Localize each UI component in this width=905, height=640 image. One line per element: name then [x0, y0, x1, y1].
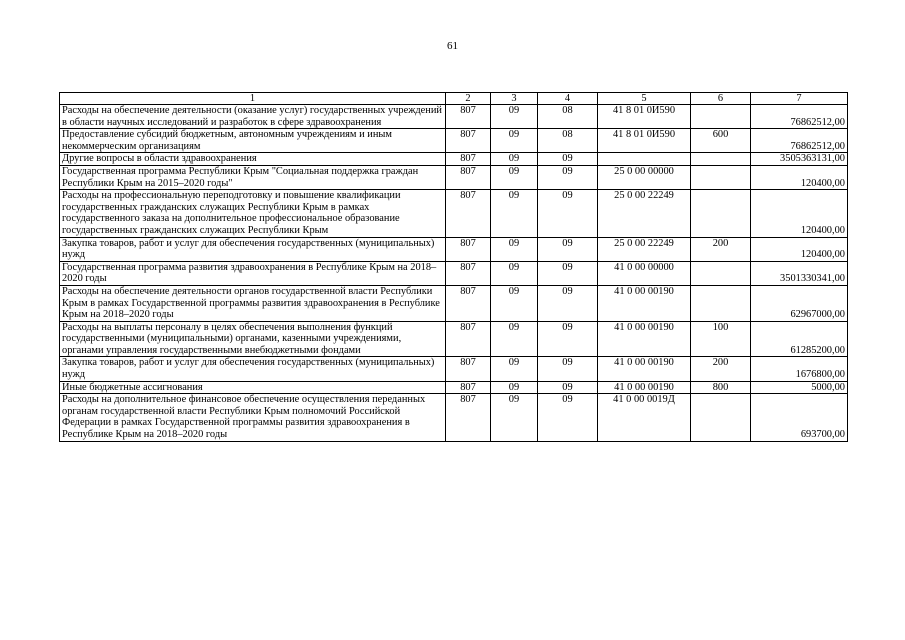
table-row [60, 129, 848, 153]
table-header-row [60, 93, 848, 105]
target-article-code: 41 8 01 0И590 [598, 105, 691, 129]
row-name: Расходы на дополнительное финансовое обеспечение осуществления переданных органам государственной власти Республики Крым полномочий Российской Федерации в рамках Государственной программы развития здравоохранения в Республике Крым на 2018–2020 годы [60, 394, 446, 441]
section-code: 09 [491, 394, 538, 441]
expense-type-code [691, 105, 751, 129]
table-row [60, 357, 848, 381]
amount: 3505363131,00 [751, 153, 848, 166]
ministry-code: 807 [446, 153, 491, 166]
target-article-code: 41 0 00 0019Д [598, 394, 691, 441]
row-name: Расходы на выплаты персоналу в целях обеспечения выполнения функций государственными (муниципальными) органами, казенными учреждениями, органами управления государственными внебюджетными фондами [60, 321, 446, 357]
target-article-code: 25 0 00 22249 [598, 237, 691, 261]
target-article-code [598, 153, 691, 166]
row-name: Иные бюджетные ассигнования [60, 381, 446, 394]
table-row [60, 261, 848, 285]
target-article-code: 41 8 01 0И590 [598, 129, 691, 153]
row-name: Другие вопросы в области здравоохранения [60, 153, 446, 166]
amount: 62967000,00 [751, 285, 848, 321]
subsection-code: 09 [538, 394, 598, 441]
expense-type-code [691, 285, 751, 321]
row-name: Закупка товаров, работ и услуг для обеспечения государственных (муниципальных) нужд [60, 357, 446, 381]
expense-type-code [691, 165, 751, 189]
expense-type-code: 200 [691, 357, 751, 381]
expense-type-code: 100 [691, 321, 751, 357]
section-code: 09 [491, 237, 538, 261]
expense-type-code [691, 190, 751, 237]
target-article-code: 41 0 00 00190 [598, 285, 691, 321]
target-article-code: 41 0 00 00190 [598, 321, 691, 357]
column-header: 1 [60, 93, 446, 105]
table-row [60, 237, 848, 261]
subsection-code: 09 [538, 285, 598, 321]
subsection-code: 09 [538, 165, 598, 189]
row-name: Расходы на обеспечение деятельности (оказание услуг) государственных учреждений в области научных исследований и разработок в сфере здравоохранения [60, 105, 446, 129]
table-row [60, 394, 848, 441]
table-row [60, 105, 848, 129]
expense-type-code [691, 153, 751, 166]
expense-type-code: 800 [691, 381, 751, 394]
amount: 5000,00 [751, 381, 848, 394]
expense-type-code: 600 [691, 129, 751, 153]
column-header: 2 [446, 93, 491, 105]
ministry-code: 807 [446, 105, 491, 129]
section-code: 09 [491, 190, 538, 237]
table-row [60, 153, 848, 166]
column-header: 5 [598, 93, 691, 105]
target-article-code: 41 0 00 00000 [598, 261, 691, 285]
ministry-code: 807 [446, 285, 491, 321]
amount: 120400,00 [751, 237, 848, 261]
amount: 1676800,00 [751, 357, 848, 381]
section-code: 09 [491, 261, 538, 285]
target-article-code: 41 0 00 00190 [598, 357, 691, 381]
subsection-code: 08 [538, 105, 598, 129]
subsection-code: 08 [538, 129, 598, 153]
ministry-code: 807 [446, 381, 491, 394]
column-header: 3 [491, 93, 538, 105]
amount: 76862512,00 [751, 105, 848, 129]
column-header: 4 [538, 93, 598, 105]
row-name: Государственная программа развития здравоохранения в Республике Крым на 2018–2020 годы [60, 261, 446, 285]
subsection-code: 09 [538, 357, 598, 381]
column-header: 6 [691, 93, 751, 105]
section-code: 09 [491, 153, 538, 166]
section-code: 09 [491, 321, 538, 357]
target-article-code: 25 0 00 00000 [598, 165, 691, 189]
section-code: 09 [491, 357, 538, 381]
section-code: 09 [491, 381, 538, 394]
target-article-code: 41 0 00 00190 [598, 381, 691, 394]
table-row [60, 190, 848, 237]
expense-type-code [691, 261, 751, 285]
section-code: 09 [491, 165, 538, 189]
subsection-code: 09 [538, 237, 598, 261]
row-name: Расходы на обеспечение деятельности органов государственной власти Республики Крым в рамках Государственной программы развития здравоохранения в Республике Крым на 2018–2020 годы [60, 285, 446, 321]
subsection-code: 09 [538, 321, 598, 357]
ministry-code: 807 [446, 190, 491, 237]
ministry-code: 807 [446, 357, 491, 381]
amount: 3501330341,00 [751, 261, 848, 285]
amount: 693700,00 [751, 394, 848, 441]
expense-type-code: 200 [691, 237, 751, 261]
amount: 120400,00 [751, 190, 848, 237]
table-row [60, 165, 848, 189]
amount: 61285200,00 [751, 321, 848, 357]
row-name: Закупка товаров, работ и услуг для обеспечения государственных (муниципальных) нужд [60, 237, 446, 261]
table-row [60, 285, 848, 321]
ministry-code: 807 [446, 321, 491, 357]
ministry-code: 807 [446, 129, 491, 153]
budget-table [59, 92, 848, 442]
page-number: 61 [447, 40, 458, 52]
row-name: Государственная программа Республики Крым "Социальная поддержка граждан Республики Крым на 2015–2020 годы" [60, 165, 446, 189]
target-article-code: 25 0 00 22249 [598, 190, 691, 237]
amount: 120400,00 [751, 165, 848, 189]
table-row [60, 381, 848, 394]
subsection-code: 09 [538, 381, 598, 394]
row-name: Предоставление субсидий бюджетным, автономным учреждениям и иным некоммерческим организациям [60, 129, 446, 153]
subsection-code: 09 [538, 261, 598, 285]
ministry-code: 807 [446, 394, 491, 441]
expense-type-code [691, 394, 751, 441]
section-code: 09 [491, 105, 538, 129]
subsection-code: 09 [538, 190, 598, 237]
row-name: Расходы на профессиональную переподготовку и повышение квалификации государственных гражданских служащих Республики Крым в рамках государственного заказа на дополнительное профессиональное образование государственных гражданских служащих Республики Крым [60, 190, 446, 237]
section-code: 09 [491, 285, 538, 321]
ministry-code: 807 [446, 165, 491, 189]
ministry-code: 807 [446, 237, 491, 261]
section-code: 09 [491, 129, 538, 153]
ministry-code: 807 [446, 261, 491, 285]
column-header: 7 [751, 93, 848, 105]
table-row [60, 321, 848, 357]
subsection-code: 09 [538, 153, 598, 166]
amount: 76862512,00 [751, 129, 848, 153]
